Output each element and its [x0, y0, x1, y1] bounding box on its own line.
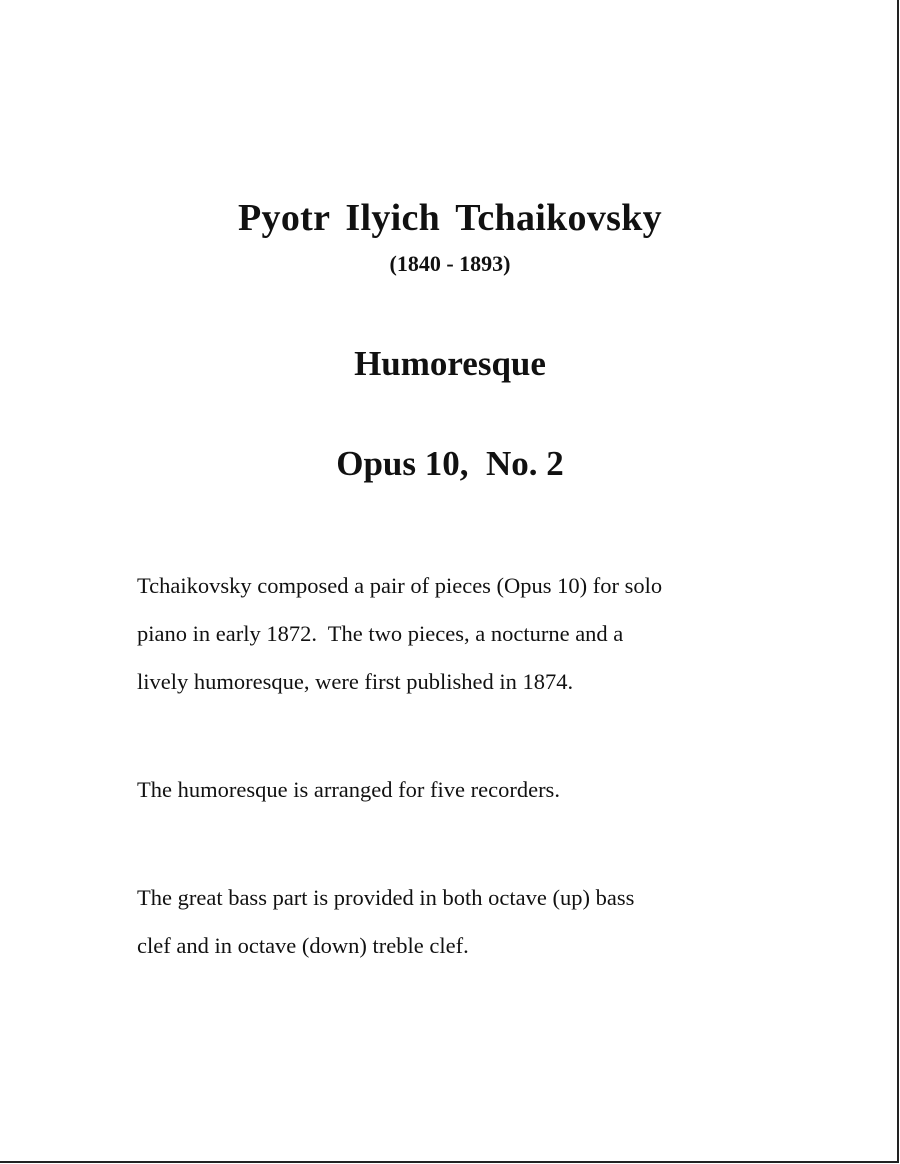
- paragraph-line: The great bass part is provided in both octave (up) bass: [137, 885, 635, 910]
- paragraph-line: clef and in octave (down) treble clef.: [137, 933, 469, 958]
- piece-title: Humoresque: [354, 344, 546, 383]
- composer-dates: (1840 - 1893): [389, 251, 511, 276]
- paragraph-line: piano in early 1872. The two pieces, a nocturne and a: [137, 621, 624, 646]
- paragraph-line: The humoresque is arranged for five recorders.: [137, 777, 560, 802]
- composer-name: Pyotr Ilyich Tchaikovsky: [238, 197, 662, 239]
- bass-part-paragraph: [137, 874, 817, 970]
- paragraph-line: Tchaikovsky composed a pair of pieces (Opus 10) for solo: [137, 573, 663, 598]
- arrangement-paragraph: [137, 766, 817, 814]
- opus-number: Opus 10, No. 2: [336, 444, 564, 483]
- intro-paragraph: [137, 562, 817, 706]
- paragraph-line: lively humoresque, were first published in 1874.: [137, 669, 574, 694]
